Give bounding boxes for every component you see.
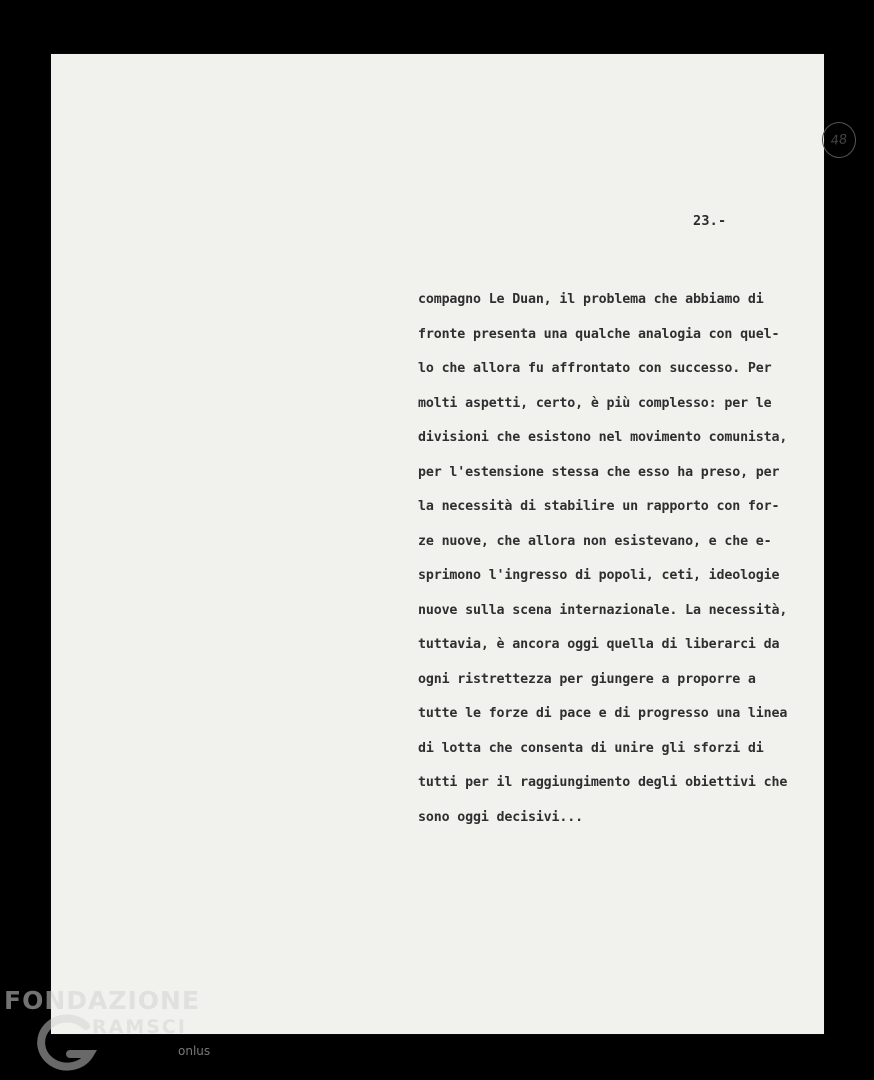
page-number: 23.-	[693, 213, 727, 229]
text-line: tuttavia, è ancora oggi quella di liberarci da	[418, 637, 780, 652]
watermark-title: FONDAZIONE	[4, 986, 201, 1015]
watermark-subtitle: RAMSCI	[92, 1016, 187, 1038]
text-line: tutti per il raggiungimento degli obiettivi che	[418, 775, 788, 790]
text-line: sono oggi decisivi...	[418, 809, 583, 825]
text-line: ze nuove, che allora non esistevano, e che e-	[418, 533, 772, 549]
watermark-onlus: onlus	[178, 1044, 211, 1058]
text-line: molti aspetti, certo, è più complesso: per le	[418, 395, 772, 411]
document-page	[51, 54, 849, 1034]
typed-text-body	[418, 290, 858, 842]
text-line: tutte le forze di pace e di progresso una linea	[418, 706, 788, 721]
text-line: nuove sulla scena internazionale. La necessità,	[418, 602, 788, 618]
folio-stamp: 48	[820, 120, 858, 159]
text-line: fronte presenta una qualche analogia con quel-	[418, 326, 780, 342]
text-line: la necessità di stabilire un rapporto con for-	[418, 499, 780, 514]
text-line: di lotta che consenta di unire gli sforzi di	[418, 740, 764, 756]
gramsci-g-logo-icon	[34, 1014, 98, 1074]
text-line: sprimono l'ingresso di popoli, ceti, ideologie	[418, 568, 780, 583]
fondazione-gramsci-watermark	[4, 986, 216, 1078]
text-line: ogni ristrettezza per giungere a proporre a	[418, 671, 756, 687]
text-line: compagno Le Duan, il problema che abbiamo di	[418, 292, 764, 307]
text-line: lo che allora fu affrontato con successo. Per	[418, 361, 772, 376]
text-line: per l'estensione stessa che esso ha preso, per	[418, 464, 780, 480]
text-line: divisioni che esistono nel movimento comunista,	[418, 430, 788, 445]
